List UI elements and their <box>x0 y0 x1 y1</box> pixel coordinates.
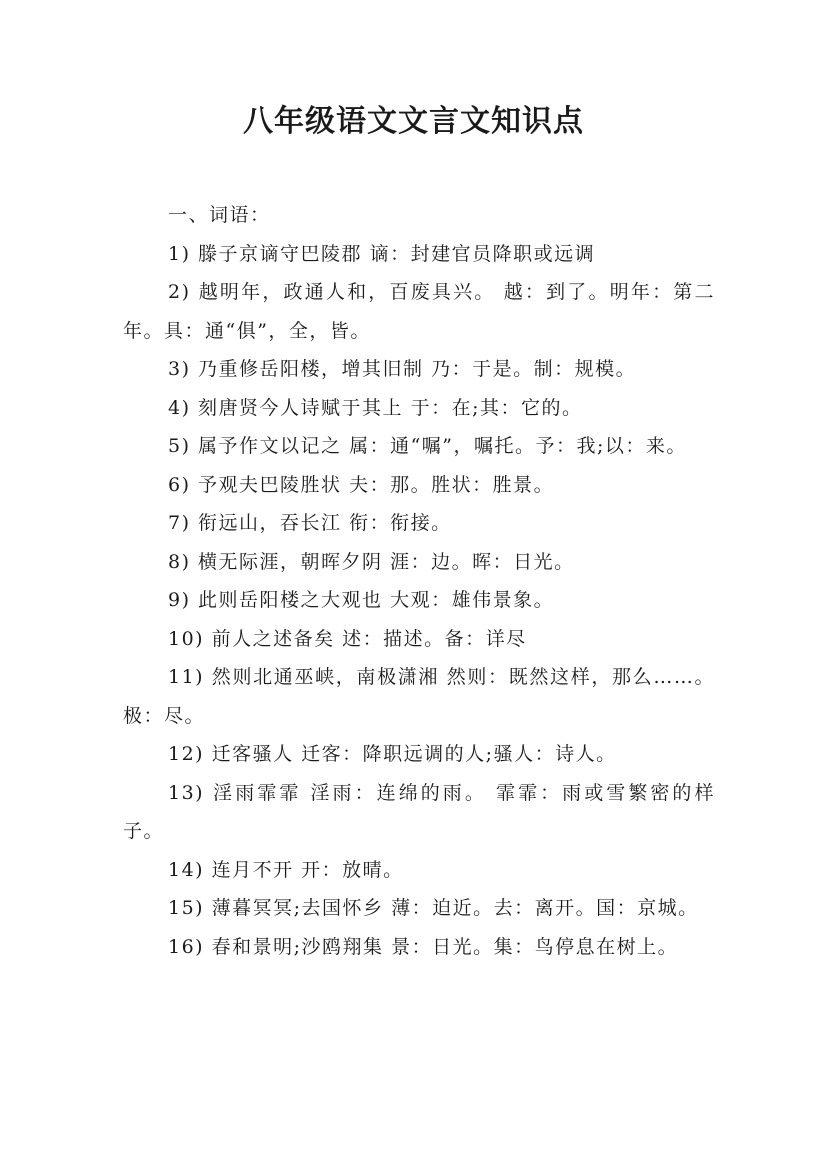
vocab-item-15: 15) 薄暮冥冥;去国怀乡 薄：迫近。去：离开。国：京城。 <box>168 897 699 919</box>
vocab-item-13: 13) 淫雨霏霏 淫雨：连绵的雨。 霏霏：雨或雪繁密的样子。 <box>123 781 715 842</box>
vocab-item-1: 1) 滕子京谪守巴陵郡 谪：封建官员降职或远调 <box>168 242 596 265</box>
vocab-item-6: 6) 予观夫巴陵胜状 夫：那。胜状：胜景。 <box>168 473 555 496</box>
vocab-item-14: 14) 连月不开 开：放晴。 <box>168 858 404 881</box>
document-body <box>123 196 715 966</box>
vocab-item-16: 16) 春和景明;沙鸥翔集 景：日光。集：鸟停息在树上。 <box>168 935 679 958</box>
vocab-item-8: 8) 横无际涯，朝晖夕阴 涯：边。晖：日光。 <box>168 550 575 573</box>
vocab-item-5: 5) 属予作文以记之 属：通“嘱”，嘱托。予：我;以：来。 <box>168 435 687 457</box>
vocab-item-4: 4) 刻唐贤今人诗赋于其上 于：在;其：它的。 <box>168 396 583 419</box>
vocab-item-7: 7) 衔远山，吞长江 衔：衔接。 <box>168 512 452 534</box>
vocab-item-12: 12) 迁客骚人 迁客：降职远调的人;骚人：诗人。 <box>168 743 617 765</box>
section-heading: 一、词语： <box>168 204 271 226</box>
vocab-item-11: 11) 然则北通巫峡，南极潇湘 然则：既然这样，那么……。极：尽。 <box>123 666 715 727</box>
vocab-item-3: 3) 乃重修岳阳楼，增其旧制 乃：于是。制：规模。 <box>168 358 637 380</box>
page-title: 八年级语文文言文知识点 <box>243 104 584 139</box>
vocab-item-10: 10) 前人之述备矣 述：描述。备：详尽 <box>168 627 527 650</box>
vocab-item-9: 9) 此则岳阳楼之大观也 大观：雄伟景象。 <box>168 589 555 611</box>
vocab-item-2: 2) 越明年，政通人和，百废具兴。 越：到了。明年：第二年。具：通“俱”，全，皆。 <box>123 281 715 342</box>
